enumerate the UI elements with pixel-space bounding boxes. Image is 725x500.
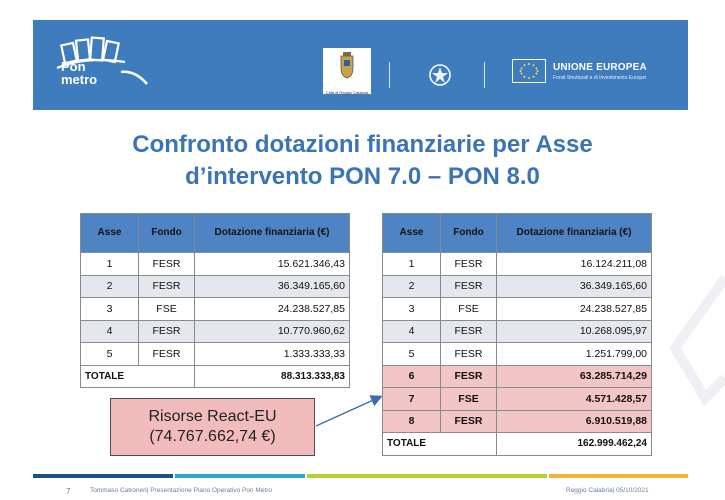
footer-line-2	[175, 474, 305, 478]
cell-asse: 5	[383, 343, 441, 366]
col-header-dotazione: Dotazione finanziaria (€)	[195, 214, 350, 253]
cell-asse: 3	[81, 298, 139, 321]
slide-title-line-2: d’intervento PON 7.0 – PON 8.0	[185, 163, 540, 190]
table-pon-7	[80, 213, 350, 388]
footer-line-3	[307, 474, 547, 478]
footer-page-number: 7	[66, 487, 71, 496]
table-row	[383, 298, 652, 321]
react-eu-amount: (74.767.662,74 €)	[149, 428, 276, 445]
cell-fondo: FESR	[139, 343, 195, 366]
background-decoration	[665, 258, 725, 418]
table-row	[81, 320, 350, 343]
cell-fondo: FESR	[441, 320, 497, 343]
italian-republic-emblem-icon	[427, 62, 453, 88]
cell-asse: 5	[81, 343, 139, 366]
cell-fondo: FESR	[441, 275, 497, 298]
cell-asse: 1	[81, 253, 139, 276]
cell-fondo: FESR	[441, 365, 497, 388]
cell-dotazione: 16.124.211,08	[497, 253, 652, 276]
eu-title: UNIONE EUROPEA	[553, 62, 647, 73]
cell-fondo: FSE	[139, 298, 195, 321]
cell-asse: 1	[383, 253, 441, 276]
table-total-row	[383, 433, 652, 456]
cell-asse: 6	[383, 365, 441, 388]
table-row	[383, 275, 652, 298]
cell-fondo: FESR	[441, 253, 497, 276]
cell-fondo: FESR	[441, 343, 497, 366]
col-header-dotazione: Dotazione finanziaria (€)	[497, 214, 652, 253]
table-row-react-eu	[383, 388, 652, 411]
cell-dotazione: 10.268.095,97	[497, 320, 652, 343]
logo-line-1: Pon	[61, 59, 86, 74]
cell-asse: 4	[383, 320, 441, 343]
cell-dotazione: 4.571.428,57	[497, 388, 652, 411]
cell-asse: 8	[383, 410, 441, 433]
cell-asse: 2	[383, 275, 441, 298]
table-row	[81, 298, 350, 321]
table-row	[81, 275, 350, 298]
header-separator	[389, 62, 390, 88]
footer-place-date: Reggio Calabria| 05/10/2021	[566, 487, 649, 494]
header-separator	[484, 62, 485, 88]
cell-dotazione: 24.238.527,85	[195, 298, 350, 321]
cell-fondo: FESR	[441, 410, 497, 433]
table-header-row	[81, 214, 350, 253]
eu-subtitle: Fondi Strutturali e di Investimento Europei	[553, 75, 647, 81]
cell-asse: 4	[81, 320, 139, 343]
table-row	[383, 343, 652, 366]
col-header-asse: Asse	[383, 214, 441, 253]
cell-dotazione: 10.770.960,62	[195, 320, 350, 343]
table-row-react-eu	[383, 365, 652, 388]
cell-dotazione: 1.251.799,00	[497, 343, 652, 366]
cell-fondo: FESR	[139, 253, 195, 276]
slide-title-line-1: Confronto dotazioni finanziarie per Asse	[132, 131, 593, 158]
cell-dotazione: 1.333.333,33	[195, 343, 350, 366]
header-banner	[33, 20, 688, 110]
table-total-row	[81, 365, 350, 388]
footer-line-1	[33, 474, 173, 478]
react-eu-callout	[110, 398, 315, 456]
table-pon-8	[382, 213, 652, 456]
eu-stars-icon	[513, 60, 545, 82]
total-value: 88.313.333,83	[195, 365, 350, 388]
pon-metro-wordmark	[61, 60, 97, 86]
table-row	[383, 253, 652, 276]
total-label: TOTALE	[81, 365, 195, 388]
total-label: TOTALE	[383, 433, 497, 456]
eu-flag-icon	[512, 59, 546, 83]
cell-dotazione: 24.238.527,85	[497, 298, 652, 321]
cell-dotazione: 15.621.346,43	[195, 253, 350, 276]
footer-presenter: Tommaso Catroneri| Presentazione Piano Operativo Pon Metro	[90, 487, 272, 494]
footer-line-4	[549, 474, 688, 478]
logo-line-2: metro	[61, 72, 98, 87]
cell-dotazione: 36.349.165,60	[497, 275, 652, 298]
cell-dotazione: 6.910.519,88	[497, 410, 652, 433]
cell-fondo: FESR	[139, 275, 195, 298]
col-header-fondo: Fondo	[139, 214, 195, 253]
col-header-asse: Asse	[81, 214, 139, 253]
city-emblem-box	[323, 48, 371, 94]
city-caption: Città di Reggio Calabria	[325, 90, 369, 95]
table-header-row	[383, 214, 652, 253]
cell-fondo: FESR	[139, 320, 195, 343]
cell-asse: 7	[383, 388, 441, 411]
table-row	[81, 343, 350, 366]
cell-asse: 3	[383, 298, 441, 321]
col-header-fondo: Fondo	[441, 214, 497, 253]
cell-fondo: FSE	[441, 298, 497, 321]
table-row-react-eu	[383, 410, 652, 433]
cell-fondo: FSE	[441, 388, 497, 411]
city-crest-icon	[323, 48, 371, 84]
cell-dotazione: 63.285.714,29	[497, 365, 652, 388]
cell-asse: 2	[81, 275, 139, 298]
react-eu-label: Risorse React-EU	[148, 408, 277, 425]
table-row	[383, 320, 652, 343]
table-row	[81, 253, 350, 276]
cell-dotazione: 36.349.165,60	[195, 275, 350, 298]
total-value: 162.999.462,24	[497, 433, 652, 456]
